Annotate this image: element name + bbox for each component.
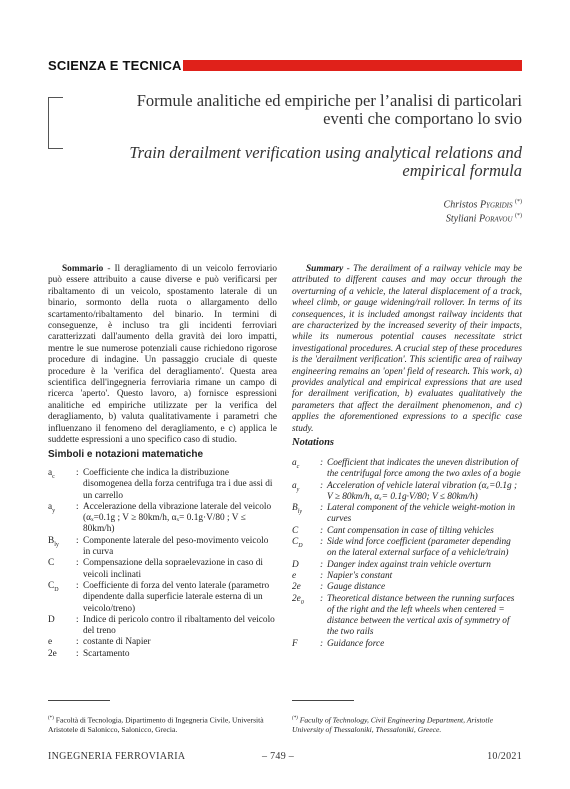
symbol-row bbox=[292, 571, 522, 582]
symbol: C bbox=[48, 558, 55, 569]
symbol: $B_{ly}$ bbox=[48, 535, 59, 548]
symbol-separator: : bbox=[320, 480, 324, 491]
symbol-row bbox=[292, 537, 522, 560]
symbol-row bbox=[48, 536, 277, 559]
symbol: $a_y$ bbox=[292, 480, 300, 493]
footer-journal: INGEGNERIA FERROVIARIA bbox=[48, 751, 186, 762]
symbol-separator: : bbox=[320, 458, 324, 468]
symbol-definition: Gauge distance bbox=[327, 582, 386, 593]
symbol-separator: : bbox=[76, 580, 79, 591]
symbol-row bbox=[48, 502, 277, 536]
author-1: Christos Pygridis (*) bbox=[443, 199, 522, 211]
footnote-rule bbox=[48, 700, 110, 701]
summary-italian bbox=[48, 264, 277, 447]
symbol-row bbox=[292, 639, 522, 650]
symbol-separator: : bbox=[76, 637, 79, 648]
symbol-row bbox=[48, 581, 277, 615]
symbol: $C_D$ bbox=[48, 580, 59, 593]
symbol-definition: Guidance force bbox=[327, 638, 385, 649]
symbol-definition: Coefficiente che indica la distribuzione disomogenea della forza centrifuga tra i due assi di un carrello bbox=[83, 468, 273, 501]
symbol-row bbox=[48, 615, 277, 638]
symbol-subscript: ly bbox=[54, 541, 59, 548]
footer-page-number: – 749 – bbox=[262, 751, 295, 762]
symbol-definition: Scartamento bbox=[83, 648, 130, 659]
symbol-row bbox=[292, 458, 522, 481]
summary-english bbox=[292, 264, 522, 435]
symbol: e bbox=[292, 570, 297, 581]
article-title-english: Train derailment verification using analytical relations and empirical formula bbox=[129, 143, 522, 180]
symbols-list-english bbox=[292, 458, 522, 650]
footnote-rule bbox=[292, 700, 354, 701]
symbol-separator: : bbox=[320, 537, 324, 548]
symbol-subscript: ly bbox=[297, 509, 303, 516]
symbol-definition: Danger index against train vehicle overturn bbox=[327, 559, 491, 570]
symbol: $a_c$ bbox=[292, 458, 300, 470]
symbol-row bbox=[292, 481, 522, 504]
symbol-subscript: D bbox=[54, 586, 59, 593]
symbol: $a_y$ bbox=[48, 501, 56, 514]
symbols-list-italian bbox=[48, 468, 277, 660]
symbol-definition: Theoretical distance between the running surfaces of the right and the left wheels when centered = distance between the vertical axis of symmetry of the two rails bbox=[327, 593, 515, 638]
symbol-separator: : bbox=[320, 570, 324, 581]
symbol-subscript: c bbox=[296, 463, 300, 470]
section-accent-bar bbox=[183, 60, 522, 71]
symbol: $B_{ly}$ bbox=[292, 503, 303, 516]
symbol-row bbox=[292, 526, 522, 537]
section-title: SCIENZA E TECNICA bbox=[48, 58, 182, 73]
symbol-definition: Accelerazione della vibrazione laterale del veicolo (αₓ=0.1g ; V ≥ 80km/h, αₓ= 0.1g·V/80 ; V ≤ 80km/h) bbox=[83, 501, 272, 535]
symbol: $C_D$ bbox=[292, 537, 303, 549]
symbol-separator: : bbox=[320, 582, 324, 593]
authors-block bbox=[444, 197, 522, 225]
symbol-row bbox=[48, 468, 277, 502]
summary-label: Summary bbox=[306, 264, 344, 274]
symbol: 2e bbox=[48, 648, 57, 659]
symbol: C bbox=[292, 525, 299, 536]
symbol: F bbox=[292, 638, 298, 649]
symbol-separator: : bbox=[320, 638, 324, 649]
symbol-row bbox=[48, 649, 277, 660]
symbol-separator: : bbox=[76, 535, 79, 546]
symbol-definition: Acceleration of vehicle lateral vibration (αₓ=0.1g ; V ≥ 80km/h, αₓ= 0.1g·V/80; V ≤ 80km/h) bbox=[327, 480, 518, 502]
symbol: $2e_0$ bbox=[292, 593, 304, 606]
symbol-subscript: y bbox=[296, 486, 300, 493]
symbol-definition: costante di Napier bbox=[83, 637, 151, 648]
symbol-definition: Side wind force coefficient (parameter depending on the lateral external surface of a vehicle/train) bbox=[327, 537, 511, 559]
symbol-separator: : bbox=[320, 559, 324, 570]
symbol-definition: Coefficiente di forza del vento laterale (parametro dipendente dalla superficie laterale esterna di un veicolo/treno) bbox=[83, 580, 270, 614]
title-bracket-decoration bbox=[48, 97, 63, 149]
footer-issue: 10/2021 bbox=[487, 751, 522, 762]
symbol-definition: Lateral component of the vehicle weight-motion in curves bbox=[327, 503, 515, 525]
symbol-definition: Compensazione della sopraelevazione in caso di veicoli inclinati bbox=[83, 558, 263, 580]
symbol-subscript: D bbox=[298, 542, 303, 549]
symbol-separator: : bbox=[76, 558, 79, 569]
footnote-english: (*) Faculty of Technology, Civil Engineering Department, Aristotle University of Thessaloniki, Thessaloniki, Greece. bbox=[292, 715, 493, 734]
summary-text: - Il deragliamento di un veicolo ferroviario può essere attribuito a cause diverse e può verificarsi per ribaltamento di un veicolo, spostamento laterale di un binario, sormonto della ruota o allargamento dello scartamento/ribaltamento del binario. In termini di conseguenze, è incluso tra gli incidenti ferroviari caratterizzati dall'aumento della gravità dei loro impatti, mentre le sue numerose potenziali cause richiedono rigorose procedure di indagine. Un passaggio cruciale di queste procedure è la 'verifica del deragliamento'. Questa area scientifica dell'ingegneria ferroviaria rimane un campo di ricerca 'aperto'. Questo lavoro, a) fornisce espressioni analitiche ed empiriche utilizzate per la verifica del deragliamento, b) valuta qualitativamente i parametri che influenzano il fenomeno del deragliamento, e c) applica le suddette espressioni a uno specifico caso di studio. bbox=[48, 264, 277, 446]
symbol-row bbox=[292, 594, 522, 639]
symbol: D bbox=[292, 559, 299, 570]
author-2: Styliani Poravou (*) bbox=[445, 212, 522, 225]
symbol-definition: Napier's constant bbox=[327, 570, 393, 581]
symbol-separator: : bbox=[320, 593, 324, 604]
symbol-row bbox=[292, 560, 522, 571]
summary-label: Sommario bbox=[62, 264, 104, 274]
symbol-definition: Cant compensation in case of tilting vehicles bbox=[327, 525, 494, 536]
symbol-definition: Componente laterale del peso-movimento veicolo in curva bbox=[83, 535, 269, 558]
article-title-italian: Formule analitiche ed empiriche per l’analisi di particolari eventi che comportano lo svio bbox=[136, 91, 522, 128]
symbol-separator: : bbox=[320, 525, 324, 536]
symbol: e bbox=[48, 637, 53, 648]
symbol-separator: : bbox=[76, 468, 79, 478]
symbol-row bbox=[48, 558, 277, 581]
symbol: 2e bbox=[292, 582, 301, 593]
symbol-subscript: 0 bbox=[300, 599, 304, 606]
symbol-separator: : bbox=[76, 648, 79, 659]
summary-text: - The derailment of a railway vehicle may be attributed to different causes and may occur through the overturning of a vehicle, the lateral displacement of a track, wheel climb, or gauge widening/rail rollover. In terms of its consequences, it is included amongst railway incidents that are characterized by the increased severity of their impacts, while its numerous potential causes necessitate strict investigational procedures. A crucial step of these procedures is the 'derailment verification'. This scientific area of railway engineering remains an 'open' field of research. This work, a) provides analytical and empirical expressions that are used for derailment verification, b) evaluates qualitatively the parameters that affect the derailment phenomenon, and c) applies the aforementioned expressions to a specific case study. bbox=[292, 264, 522, 434]
symbol-definition: Coefficient that indicates the uneven distribution of the centrifugal force among the two axles of a bogie bbox=[327, 458, 521, 480]
symbols-heading-italian: Simboli e notazioni matematiche bbox=[48, 449, 204, 460]
symbol: D bbox=[48, 614, 55, 625]
symbol-separator: : bbox=[76, 501, 79, 512]
symbols-heading-english: Notations bbox=[292, 437, 335, 448]
footnote-italian: (*) Facoltà di Tecnologia, Dipartimento di Ingegneria Civile, Università Aristotele di Salonicco, Salonicco, Grecia. bbox=[48, 715, 264, 734]
symbol-separator: : bbox=[320, 503, 324, 514]
symbol: $a_c$ bbox=[48, 468, 55, 480]
symbol-row bbox=[48, 637, 277, 648]
symbol-subscript: y bbox=[52, 507, 56, 514]
symbol-row bbox=[292, 582, 522, 593]
symbol-separator: : bbox=[76, 614, 79, 625]
symbol-subscript: c bbox=[52, 473, 55, 480]
symbol-definition: Indice di pericolo contro il ribaltamento del veicolo del treno bbox=[83, 614, 275, 637]
symbol-row bbox=[292, 503, 522, 526]
